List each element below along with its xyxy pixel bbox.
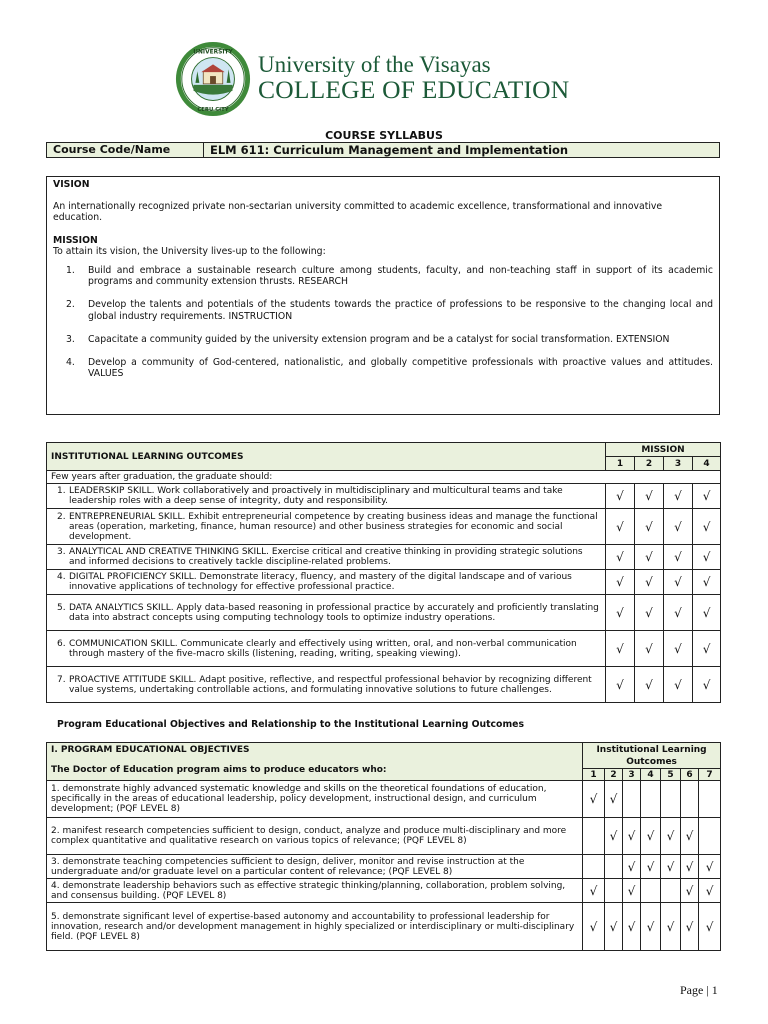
- check-mark: √: [635, 631, 664, 667]
- ilo-col-3: 3: [623, 769, 641, 781]
- check-mark: √: [664, 484, 693, 509]
- check-mark: √: [661, 903, 681, 951]
- mission-item: 4. Develop a community of God-centered, nationalistic, and globally competitive professionals with proactive values and attitudes. VALUES: [66, 357, 713, 380]
- ilo-row: [47, 545, 721, 570]
- check-mark: √: [661, 855, 681, 879]
- ilo-item-text: 2. ENTREPRENEURIAL SKILL. Exhibit entrepreneurial competence by creating business ideas and manage the functional areas (operation, marketing, finance, human resource) and other business strategies for economic and social development.: [47, 509, 606, 545]
- check-mark: √: [606, 484, 635, 509]
- peo-row: [47, 781, 721, 818]
- ilo-heading: INSTITUTIONAL LEARNING OUTCOMES: [47, 443, 606, 471]
- check-mark: √: [681, 903, 699, 951]
- peo-item-text: 3. demonstrate teaching competencies sufficient to design, deliver, monitor and revise instruction at the undergraduate and/or graduate level on a particular content of relevance; (PQF LEVEL 8): [47, 855, 583, 879]
- ilo-column-heading: Institutional Learning Outcomes: [583, 743, 721, 769]
- check-mark: √: [699, 879, 721, 903]
- ilo-row: [47, 509, 721, 545]
- check-mark: √: [681, 818, 699, 855]
- syllabus-title: COURSE SYLLABUS: [325, 129, 443, 142]
- check-mark: √: [623, 879, 641, 903]
- check-mark: √: [635, 570, 664, 595]
- vision-heading: VISION: [53, 179, 90, 190]
- ilo-col-2: 2: [605, 769, 623, 781]
- ilo-item-text: 4. DIGITAL PROFICIENCY SKILL. Demonstrate literacy, fluency, and mastery of the digital landscape and of various innovative applications of technology for effective professional practice.: [47, 570, 606, 595]
- mission-item: 3. Capacitate a community guided by the university extension program and be a catalyst for social transformation. EXTENSION: [66, 333, 670, 345]
- mission-item: 2. Develop the talents and potentials of the students towards the practice of professions to be responsive to the changing local and global industry requirements. INSTRUCTION: [66, 299, 713, 322]
- check-mark: √: [681, 879, 699, 903]
- check-mark: √: [664, 631, 693, 667]
- check-mark: √: [605, 781, 623, 818]
- peo-item-text: 1. demonstrate highly advanced systematic knowledge and skills on the theoretical foundations of education, specifically in the areas of educational leadership, policy development, instructional design, and curriculum development; (PQF LEVEL 8): [47, 781, 583, 818]
- check-mark: √: [664, 509, 693, 545]
- peo-heading-cell: [47, 743, 583, 781]
- check-mark: √: [606, 631, 635, 667]
- ilo-item-text: 1. LEADERSKIP SKILL. Work collaboratively and proactively in multidisciplinary and multicultural teams and take leadership roles with a deep sense of integrity, duty and responsibility.: [47, 484, 606, 509]
- check-mark: √: [693, 570, 721, 595]
- peo-caption: Program Educational Objectives and Relationship to the Institutional Learning Outcomes: [57, 719, 524, 730]
- check-mark: √: [693, 545, 721, 570]
- check-mark: √: [606, 667, 635, 703]
- peo-row: [47, 903, 721, 951]
- ilo-item-text: 6. COMMUNICATION SKILL. Communicate clearly and effectively using written, oral, and non-verbal communication through mastery of the five-macro skills (listening, reading, writing, speaking viewing).: [47, 631, 606, 667]
- check-mark: √: [583, 879, 605, 903]
- check-mark: √: [623, 855, 641, 879]
- ilo-col-5: 5: [661, 769, 681, 781]
- peo-row: [47, 879, 721, 903]
- ilo-col-1: 1: [583, 769, 605, 781]
- mission-col-2: 2: [635, 457, 664, 471]
- check-mark: √: [641, 818, 661, 855]
- mission-list: [53, 265, 713, 379]
- check-mark: √: [583, 903, 605, 951]
- ilo-item-text: 3. ANALYTICAL AND CREATIVE THINKING SKILL. Exercise critical and creative thinking in providing strategic solutions and informed decisions to creatively tackle discipline-related problems.: [47, 545, 606, 570]
- course-code-label: Course Code/Name: [46, 142, 204, 158]
- peo-item-text: 2. manifest research competencies sufficient to design, conduct, analyze and produce multi-disciplinary and more complex quantitative and qualitative research on various topics of relevance; (PQF LEVEL 8): [47, 818, 583, 855]
- course-row: [46, 142, 720, 158]
- peo-item-text: 4. demonstrate leadership behaviors such as effective strategic thinking/planning, collaboration, problem solving, and consensus building. (PQF LEVEL 8): [47, 879, 583, 903]
- check-mark: √: [681, 855, 699, 879]
- mission-col-3: 3: [664, 457, 693, 471]
- check-mark: √: [664, 595, 693, 631]
- check-mark: [641, 879, 661, 903]
- check-mark: √: [623, 818, 641, 855]
- check-mark: √: [664, 545, 693, 570]
- college-name: COLLEGE OF EDUCATION: [258, 75, 570, 104]
- mission-heading: MISSION: [53, 234, 98, 246]
- mission-item: 1. Build and embrace a sustainable research culture among students, faculty, and non-teaching staff in support of its academic programs and community extension thrusts. RESEARCH: [66, 265, 713, 288]
- peo-row: [47, 855, 721, 879]
- check-mark: [661, 879, 681, 903]
- check-mark: √: [635, 667, 664, 703]
- ilo-col-7: 7: [699, 769, 721, 781]
- vision-text: An internationally recognized private non-sectarian university committed to academic excellence, transformational and innovative education.: [53, 201, 663, 224]
- check-mark: √: [606, 595, 635, 631]
- check-mark: √: [583, 781, 605, 818]
- check-mark: [681, 781, 699, 818]
- check-mark: [605, 879, 623, 903]
- check-mark: [699, 781, 721, 818]
- check-mark: √: [623, 903, 641, 951]
- check-mark: √: [699, 903, 721, 951]
- check-mark: [583, 818, 605, 855]
- ilo-row: [47, 570, 721, 595]
- university-seal-logo: [174, 40, 252, 118]
- check-mark: √: [664, 570, 693, 595]
- peo-item-text: 5. demonstrate significant level of expertise-based autonomy and accountability to professional leadership for innovation, research and/or development management in highly specialized or interdisciplinary or multi-disciplinary field. (PQF LEVEL 8): [47, 903, 583, 951]
- ilo-row: [47, 484, 721, 509]
- check-mark: √: [693, 667, 721, 703]
- check-mark: √: [641, 855, 661, 879]
- mission-intro: To attain its vision, the University lives-up to the following:: [53, 245, 326, 257]
- check-mark: [605, 855, 623, 879]
- ilo-row: [47, 667, 721, 703]
- ilo-row: [47, 595, 721, 631]
- ilo-col-4: 4: [641, 769, 661, 781]
- ilo-row: [47, 631, 721, 667]
- ilo-table: [46, 442, 721, 703]
- check-mark: √: [693, 595, 721, 631]
- check-mark: √: [635, 545, 664, 570]
- mission-col-4: 4: [693, 457, 721, 471]
- ilo-col-6: 6: [681, 769, 699, 781]
- check-mark: [623, 781, 641, 818]
- check-mark: √: [699, 855, 721, 879]
- page-number: Page | 1: [680, 983, 718, 997]
- peo-row: [47, 818, 721, 855]
- check-mark: √: [606, 570, 635, 595]
- check-mark: √: [605, 903, 623, 951]
- ilo-item-text: 5. DATA ANALYTICS SKILL. Apply data-based reasoning in professional practice by accurately and proficiently translating data into abstract concepts using computing technology tools to optimize industry operations.: [47, 595, 606, 631]
- vision-mission-box: [46, 176, 720, 415]
- ilo-intro: Few years after graduation, the graduate should:: [47, 471, 721, 484]
- peo-subheading: The Doctor of Education program aims to produce educators who:: [51, 765, 387, 775]
- ilo-item-text: 7. PROACTIVE ATTITUDE SKILL. Adapt positive, reflective, and respectful professional behavior by recognizing different value systems, undertaking controllable actions, and formulating innovative solutions to future challenges.: [47, 667, 606, 703]
- check-mark: [699, 818, 721, 855]
- check-mark: √: [635, 509, 664, 545]
- check-mark: [661, 781, 681, 818]
- check-mark: √: [641, 903, 661, 951]
- mission-column-heading: MISSION: [606, 443, 721, 457]
- check-mark: √: [606, 509, 635, 545]
- peo-table: [46, 742, 721, 951]
- check-mark: [641, 781, 661, 818]
- check-mark: √: [664, 667, 693, 703]
- check-mark: √: [661, 818, 681, 855]
- check-mark: √: [693, 631, 721, 667]
- check-mark: √: [606, 545, 635, 570]
- course-code-value: ELM 611: Curriculum Management and Implementation: [204, 142, 720, 158]
- check-mark: √: [635, 595, 664, 631]
- check-mark: √: [693, 484, 721, 509]
- svg-text:UNIVERSITY: UNIVERSITY: [193, 49, 233, 56]
- peo-heading: I. PROGRAM EDUCATIONAL OBJECTIVES: [51, 745, 250, 755]
- university-name: University of the Visayas: [258, 52, 491, 77]
- check-mark: √: [693, 509, 721, 545]
- check-mark: [583, 855, 605, 879]
- mission-col-1: 1: [606, 457, 635, 471]
- check-mark: √: [635, 484, 664, 509]
- check-mark: √: [605, 818, 623, 855]
- svg-text:CEBU CITY: CEBU CITY: [197, 107, 229, 114]
